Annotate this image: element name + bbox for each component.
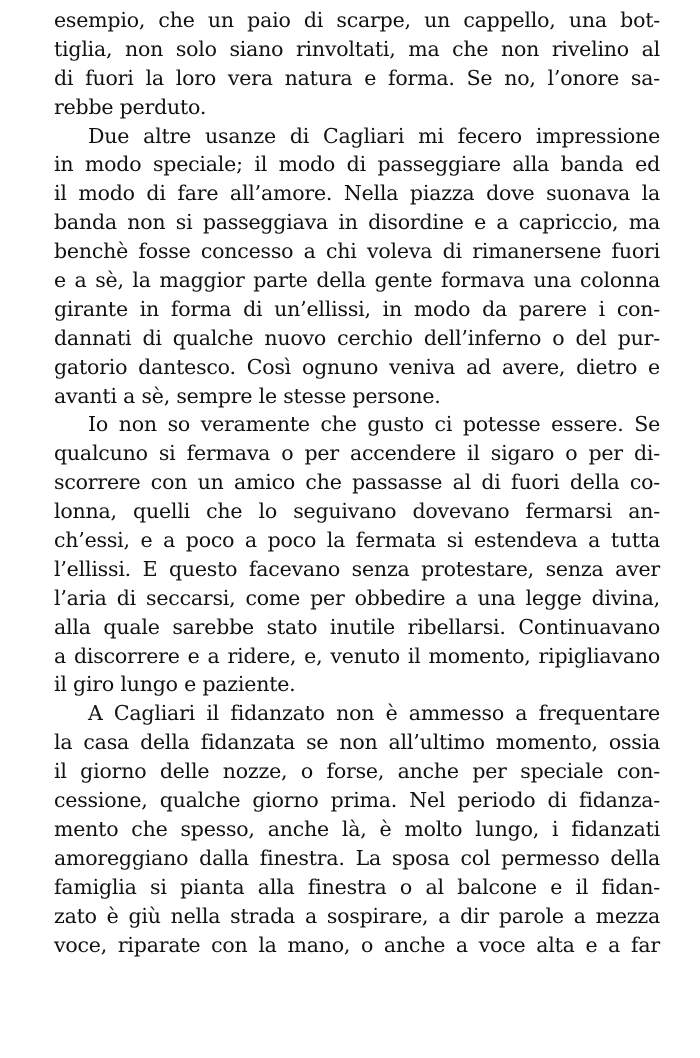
- text-line: Io non so veramente che gusto ci potesse essere. Se: [88, 412, 660, 437]
- text-line: rebbe perduto.: [54, 94, 207, 119]
- text-line: ch’essi, e a poco a poco la fermata si estendeva a tutta: [54, 528, 660, 553]
- text-line: alla quale sarebbe stato inutile ribellarsi. Continuavano: [54, 614, 660, 639]
- page-body: [54, 6, 660, 959]
- text-line: esempio, che un paio di scarpe, un cappello, una bot-: [54, 8, 660, 32]
- paragraph: [54, 410, 660, 699]
- paragraph: [54, 699, 660, 959]
- text-line: l’aria di seccarsi, come per obbedire a una legge divina,: [54, 585, 660, 610]
- text-line: amoreggiano dalla finestra. La sposa col permesso della: [54, 845, 660, 870]
- text-line: benchè fosse concesso a chi voleva di rimanersene fuori: [54, 239, 660, 264]
- text-line: mento che spesso, anche là, è molto lungo, i fidanzati: [54, 816, 660, 841]
- text-line: voce, riparate con la mano, o anche a voce alta e a far: [54, 932, 660, 957]
- text-line: qualcuno si fermava o per accendere il sigaro o per di-: [54, 441, 660, 466]
- text-line: lonna, quelli che lo seguivano dovevano fermarsi an-: [54, 499, 660, 524]
- text-line: scorrere con un amico che passasse al di fuori della co-: [54, 470, 660, 495]
- text-line: a discorrere e a ridere, e, venuto il momento, ripigliavano: [54, 643, 660, 668]
- text-line: banda non si passeggiava in disordine e a capriccio, ma: [54, 210, 660, 235]
- text-line: di fuori la loro vera natura e forma. Se no, l’onore sa-: [54, 65, 660, 90]
- paragraph: [54, 6, 660, 122]
- text-line: il giro lungo e paziente.: [54, 672, 296, 697]
- text-line: Due altre usanze di Cagliari mi fecero impressione: [88, 123, 660, 148]
- text-line: in modo speciale; il modo di passeggiare alla banda ed: [54, 152, 660, 177]
- text-line: e a sè, la maggior parte della gente formava una colonna: [54, 268, 660, 293]
- text-line: girante in forma di un’ellissi, in modo da parere i con-: [54, 296, 660, 321]
- text-line: dannati di qualche nuovo cerchio dell’inferno o del pur-: [54, 325, 660, 350]
- text-line: l’ellissi. E questo facevano senza protestare, senza aver: [54, 556, 660, 581]
- text-line: cessione, qualche giorno prima. Nel periodo di fidanza-: [54, 788, 660, 813]
- text-line: avanti a sè, sempre le stesse persone.: [54, 383, 441, 408]
- text-line: la casa della fidanzata se non all’ultimo momento, ossia: [54, 730, 660, 755]
- text-line: tiglia, non solo siano rinvoltati, ma che non rivelino al: [54, 36, 660, 61]
- text-line: famiglia si pianta alla finestra o al balcone e il fidan-: [54, 874, 660, 899]
- text-line: zato è giù nella strada a sospirare, a dir parole a mezza: [54, 903, 660, 928]
- text-line: il modo di fare all’amore. Nella piazza dove suonava la: [54, 181, 660, 206]
- text-line: il giorno delle nozze, o forse, anche per speciale con-: [54, 759, 660, 784]
- text-line: A Cagliari il fidanzato non è ammesso a frequentare: [88, 701, 660, 726]
- paragraph: [54, 122, 660, 411]
- text-line: gatorio dantesco. Così ognuno veniva ad avere, dietro e: [54, 354, 660, 379]
